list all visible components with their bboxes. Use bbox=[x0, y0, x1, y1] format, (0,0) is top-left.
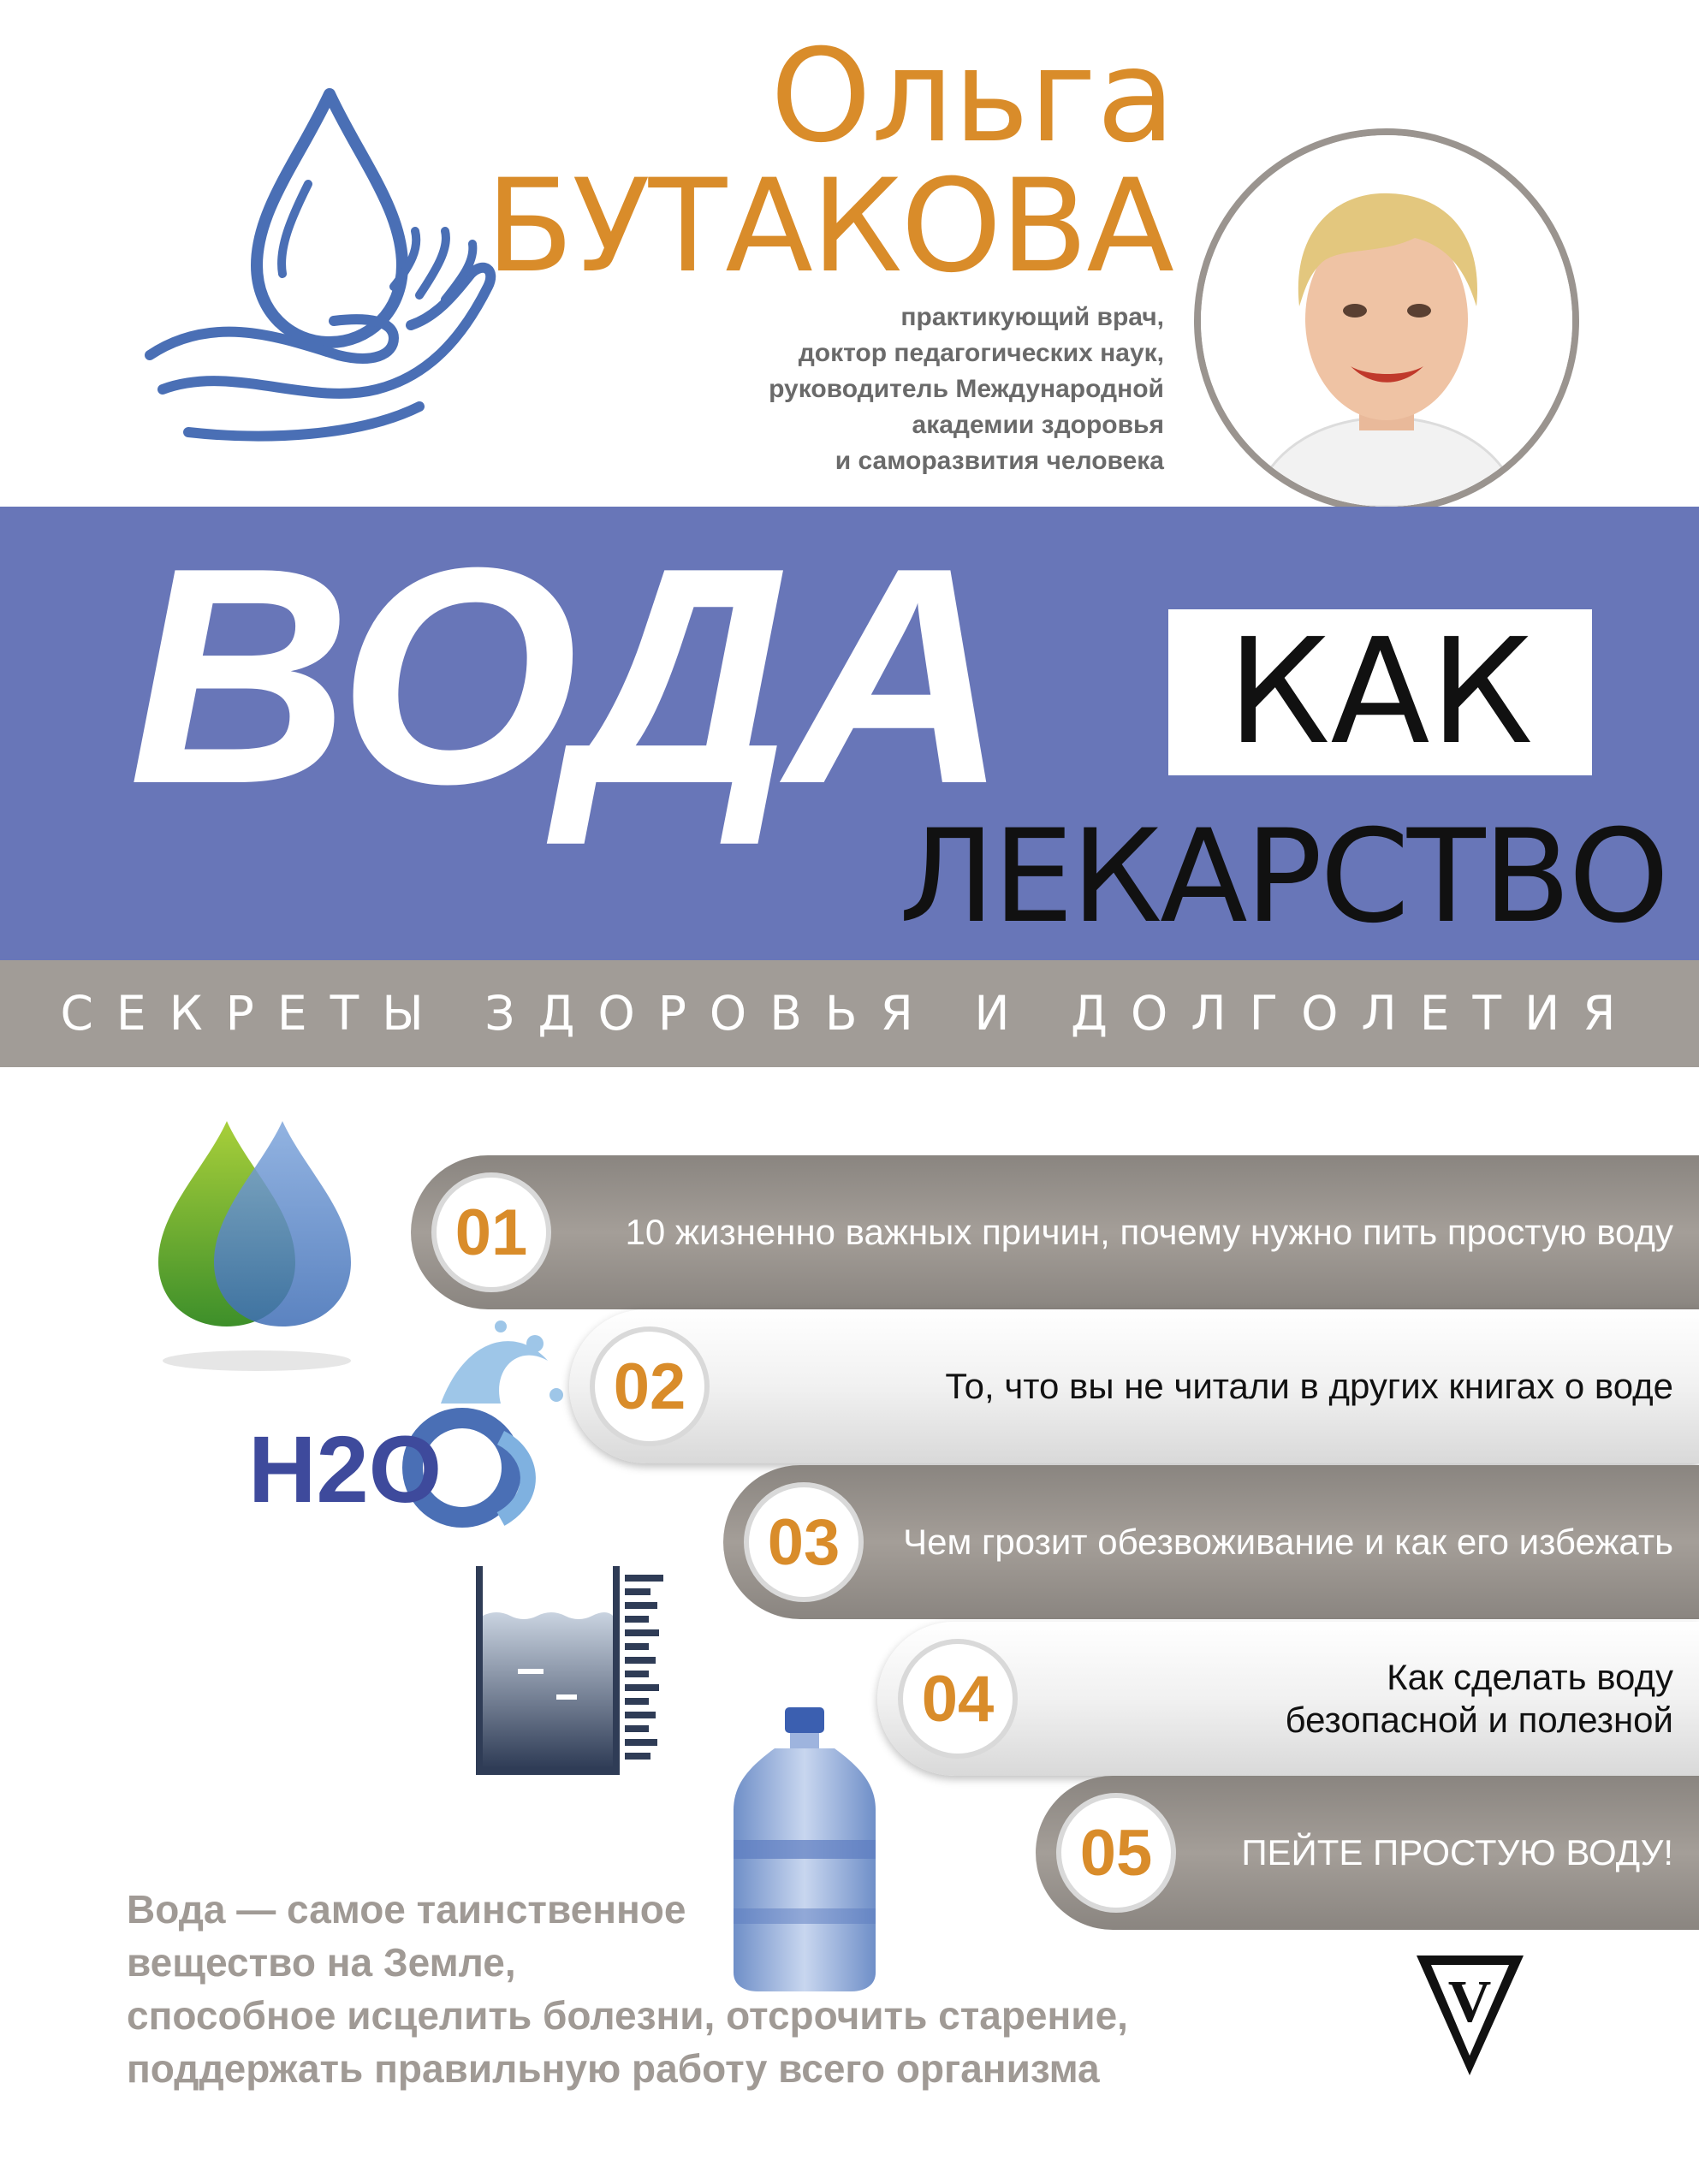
author-credentials bbox=[616, 300, 1164, 479]
measuring-beaker-icon bbox=[471, 1566, 676, 1780]
chapter-item-04 bbox=[877, 1622, 1699, 1776]
chapter-number: 03 bbox=[744, 1482, 864, 1602]
tagline-line: поддержать правильную работу всего организма bbox=[127, 2046, 1100, 2091]
chapter-title-line: Как сделать воду bbox=[1387, 1657, 1673, 1697]
chapter-number: 01 bbox=[431, 1172, 551, 1292]
chapter-number: 04 bbox=[898, 1639, 1018, 1759]
book-title-main: ВОДА bbox=[128, 504, 1004, 848]
author-last-name: БУТАКОВА bbox=[485, 152, 1173, 301]
chapter-item-03 bbox=[723, 1465, 1699, 1619]
chapter-item-02 bbox=[569, 1309, 1699, 1463]
hand-water-drop-icon bbox=[137, 81, 522, 458]
chapter-title bbox=[1057, 1622, 1673, 1776]
tagline-line: вещество на Земле, bbox=[127, 1940, 516, 1985]
tagline-line: Вода — самое таинственное bbox=[127, 1887, 686, 1932]
chapter-title-line: безопасной и полезной bbox=[1285, 1700, 1673, 1740]
chapter-number: 02 bbox=[590, 1326, 710, 1446]
credential-line: и саморазвития человека bbox=[835, 447, 1164, 475]
credential-line: руководитель Международной bbox=[769, 375, 1164, 403]
publisher-logo-letter: V bbox=[1447, 1969, 1492, 2035]
h2o-splash-icon bbox=[244, 1309, 569, 1532]
credential-line: практикующий врач, bbox=[900, 303, 1164, 331]
chapter-title: Чем грозит обезвоживание и как его избежать bbox=[903, 1522, 1673, 1562]
credential-line: академии здоровья bbox=[912, 411, 1164, 439]
chapter-title: 10 жизненно важных причин, почему нужно пить простую воду bbox=[625, 1212, 1673, 1252]
book-title-kak: КАК bbox=[1227, 608, 1534, 777]
book-title-lekarstvo: ЛЕКАРСТВО bbox=[899, 803, 1667, 952]
tagline-line: способное исцелить болезни, отсрочить старение, bbox=[127, 1993, 1128, 2038]
chapter-item-01 bbox=[411, 1155, 1699, 1309]
author-first-name: Ольга bbox=[770, 22, 1176, 171]
author-portrait bbox=[1194, 128, 1579, 513]
chapter-title: ПЕЙТЕ ПРОСТУЮ ВОДУ! bbox=[1241, 1832, 1673, 1872]
portrait-illustration bbox=[1201, 135, 1572, 507]
credential-line: доктор педагогических наук, bbox=[798, 339, 1164, 367]
h2o-text: H2O bbox=[248, 1417, 443, 1522]
back-tagline bbox=[127, 1883, 1154, 2095]
chapter-number: 05 bbox=[1056, 1793, 1176, 1913]
book-subtitle: СЕКРЕТЫ ЗДОРОВЬЯ И ДОЛГОЛЕТИЯ bbox=[60, 986, 1639, 1041]
publisher-logo-icon bbox=[1412, 1951, 1528, 2080]
chapter-title: То, что вы не читали в других книгах о воде bbox=[945, 1366, 1673, 1406]
